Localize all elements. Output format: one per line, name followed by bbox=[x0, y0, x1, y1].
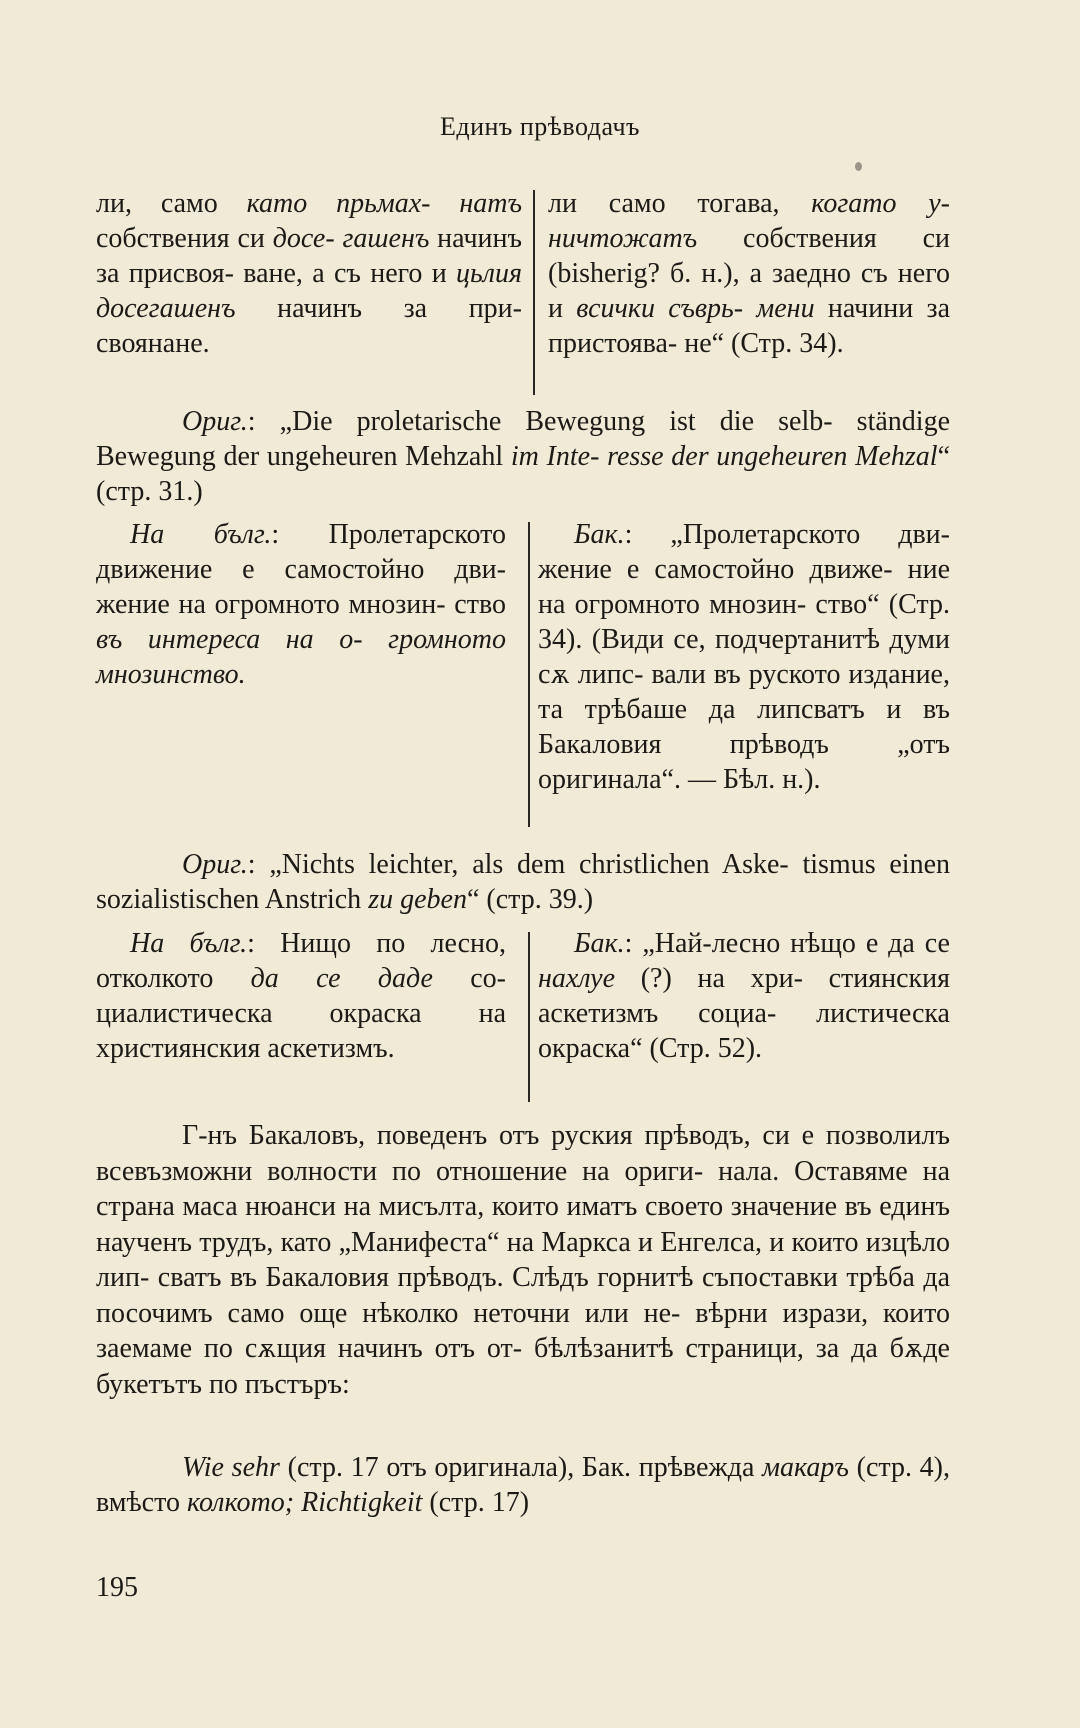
italic-text-run: На бълг. bbox=[130, 928, 248, 959]
text-run: : „Die proletarische Bewegung ist die selb- ständige Bewegung der ungeheuren Mehzahl bbox=[96, 406, 950, 472]
text-run: (стр. 17) bbox=[422, 1487, 530, 1518]
italic-text-run: На бълг. bbox=[130, 519, 272, 550]
block1-left-column bbox=[96, 186, 522, 361]
text-run: (?) на хри- стиянския аскетизмъ социа- листическа окраска“ (Стр. 52). bbox=[538, 963, 950, 1064]
italic-text-run: да се даде bbox=[250, 963, 433, 994]
text-run: : „Най-лесно нѣщо е да се bbox=[624, 928, 950, 959]
text-run: : „Nichts leichter, als dem christlichen Aske- tismus einen sozialistischen Anstrich bbox=[96, 849, 950, 915]
text-run: начинъ за при- своянане. bbox=[96, 293, 522, 359]
text-run: начинъ за присвоя- ване, а съ него и bbox=[96, 223, 522, 289]
block3-right-column bbox=[538, 926, 950, 1066]
italic-text-run: Ориг. bbox=[182, 849, 248, 880]
text-run: начини за пристоява- не“ (Стр. 34). bbox=[548, 293, 950, 359]
italic-text-run: всички съврь- мени bbox=[576, 293, 815, 324]
text-run: (стр. 17 отъ оригинала), Бак. прѣвежда bbox=[279, 1452, 763, 1483]
block2-left-column bbox=[96, 517, 506, 692]
italic-text-run: въ интереса на о- громното мнозинство. bbox=[96, 624, 506, 690]
block2-right-column bbox=[538, 517, 950, 797]
text-run: ли, само bbox=[96, 188, 247, 219]
page-number: 195 bbox=[96, 1572, 138, 1603]
block1-divider bbox=[533, 190, 535, 395]
italic-text-run: като прьмах- натъ bbox=[246, 188, 522, 219]
text-run: “ (стр. 39.) bbox=[466, 884, 594, 915]
italic-text-run: im Inte- resse der ungeheuren Mehzal bbox=[510, 441, 938, 472]
italic-text-run: Ориг. bbox=[182, 406, 248, 437]
paper-speck bbox=[855, 162, 862, 171]
text-run: : „Пролетарското дви- жение е самостойно движе- ние на огромното мнозин- ство“ (Стр. 34). (Види се, подчертанитѣ думи сѫ липс- вали въ руското издание, та трѣбаше да липсватъ и въ Бакаловия прѣводъ „отъ оригинала“. — Бѣл. н.). bbox=[538, 519, 950, 795]
text-run: (стр. 4), вмѣсто bbox=[96, 1452, 951, 1518]
italic-text-run: нахлуе bbox=[538, 963, 616, 994]
closing-paragraph bbox=[96, 1450, 950, 1520]
italic-text-run: досе- гашенъ bbox=[272, 223, 430, 254]
italic-text-run: Бак. bbox=[574, 519, 625, 550]
text-run: “ (стр. 31.) bbox=[96, 441, 950, 507]
text-run: со- циалистическа окраска на християнския аскетизмъ. bbox=[96, 963, 506, 1064]
running-header: Единъ прѣводачъ bbox=[439, 112, 640, 141]
block1-right-column bbox=[548, 186, 950, 361]
block2-divider bbox=[528, 522, 530, 827]
orig2-paragraph bbox=[96, 847, 950, 917]
italic-text-run: колкото; Richtigkeit bbox=[186, 1487, 423, 1518]
italic-text-run: когато у- ничтожатъ bbox=[548, 188, 950, 254]
text-run: : Пролетарското движение е самостойно дви- жение на огромното мнозин- ство bbox=[96, 519, 506, 620]
italic-text-run: Бак. bbox=[574, 928, 625, 959]
italic-text-run: Wie sehr bbox=[182, 1452, 280, 1483]
italic-text-run: макаръ bbox=[762, 1452, 849, 1483]
text-run: ли само тогава, bbox=[548, 188, 812, 219]
orig1-paragraph bbox=[96, 404, 950, 509]
text-run: собствения си (bisherig? б. н.), а заедно съ него и bbox=[548, 223, 950, 324]
text-run: : Нищо по лесно, отколкото bbox=[96, 928, 506, 994]
italic-text-run: zu geben bbox=[368, 884, 467, 915]
italic-text-run: цьлия досегашенъ bbox=[96, 258, 522, 324]
block3-left-column bbox=[96, 926, 506, 1066]
block3-divider bbox=[528, 932, 530, 1102]
text-run: собствения си bbox=[96, 223, 273, 254]
body-paragraph: Г-нъ Бакаловъ, поведенъ отъ руския прѣводъ, си е позволилъ всевъзможни волности по отношение на ориги- нала. Оставяме на страна маса нюанси на мисълта, които иматъ своето значение въ единъ наученъ трудъ, като „Манифеста“ на Маркса и Енгелса, и които изцѣло лип- сватъ въ Бакаловия прѣводъ. Слѣдъ горнитѣ съпоставки трѣба да посочимъ само още нѣколко неточни или не- вѣрни изрази, които заемаме по сѫщия начинъ отъ от- бѣлѣзанитѣ страници, за да бѫде букетътъ по пъстъръ: bbox=[96, 1120, 950, 1400]
